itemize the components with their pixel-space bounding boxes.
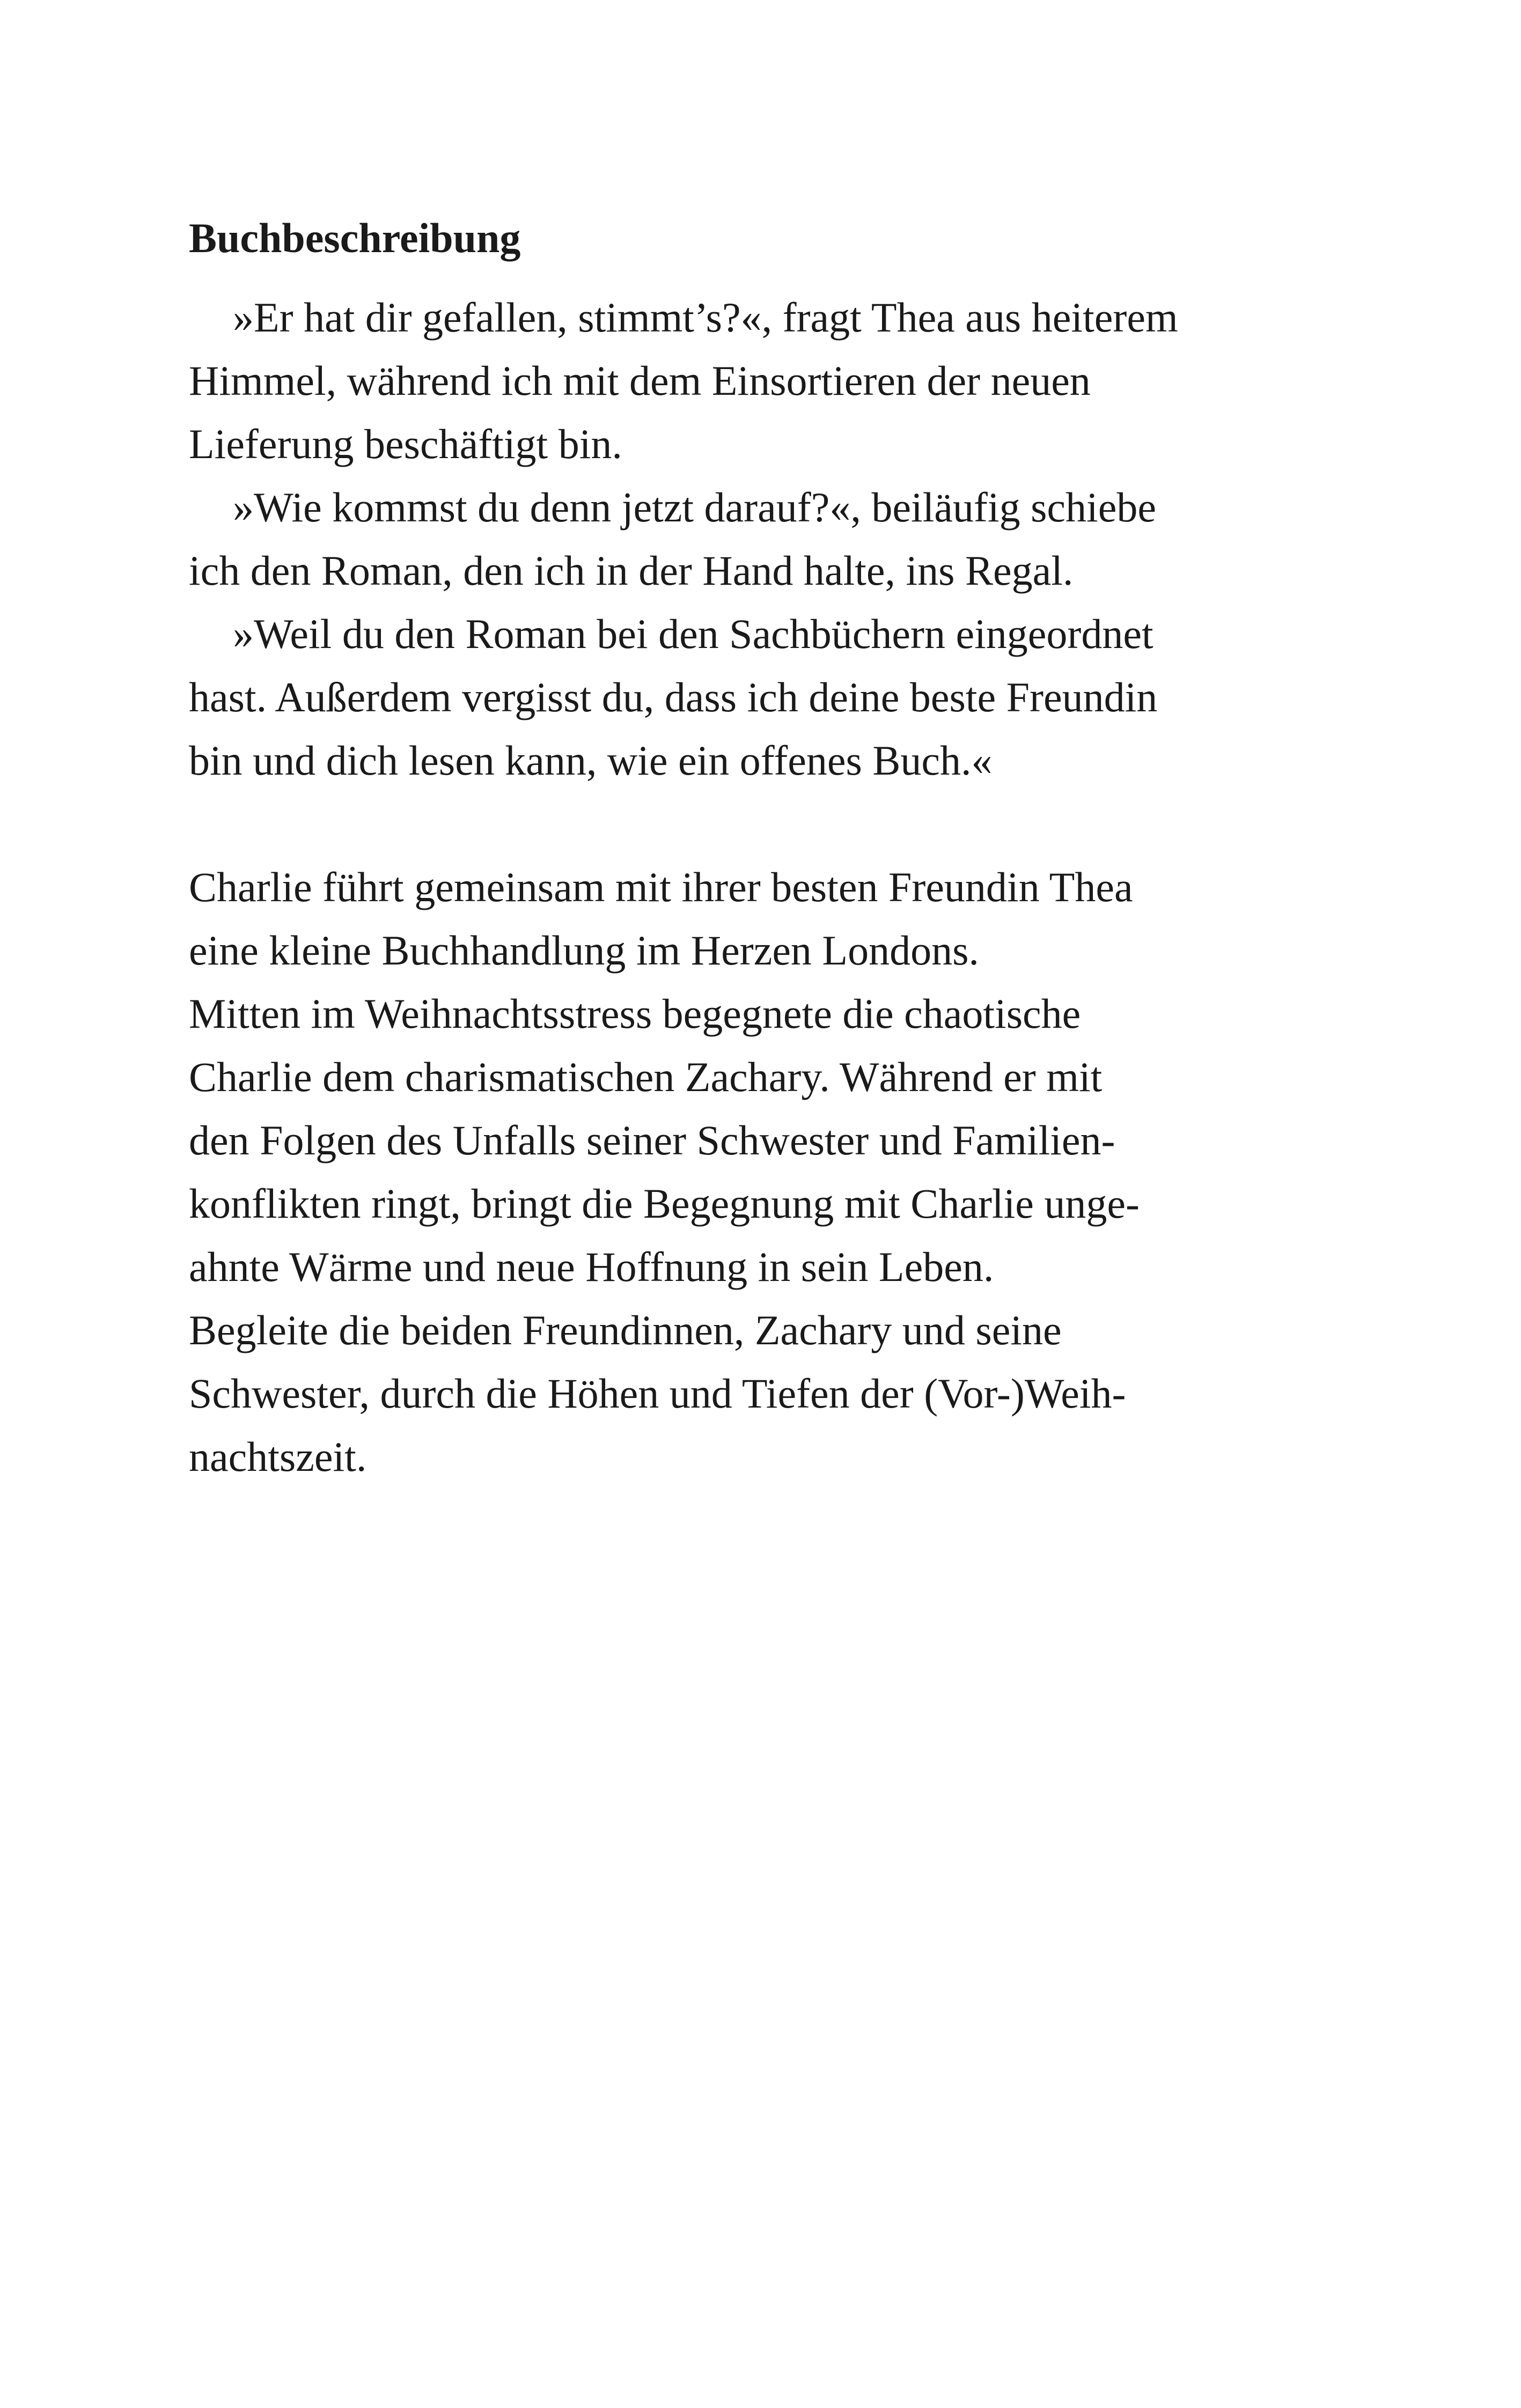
excerpt-line: »Wie kommst du denn jetzt darauf?«, beiläufig schiebe bbox=[233, 484, 1156, 531]
excerpt-line: hast. Außerdem vergisst du, dass ich deine beste Freundin bbox=[189, 674, 1158, 720]
description-line: nachtszeit. bbox=[189, 1433, 367, 1480]
section-heading: Buchbeschreibung bbox=[189, 215, 521, 261]
excerpt-paragraph bbox=[189, 286, 1342, 792]
excerpt-line: Lieferung beschäftigt bin. bbox=[189, 421, 622, 467]
description-line: Schwester, durch die Höhen und Tiefen der (Vor-)Weih- bbox=[189, 1370, 1126, 1417]
description-line: den Folgen des Unfalls seiner Schwester und Familien- bbox=[189, 1117, 1115, 1164]
description-line: konflikten ringt, bringt die Begegnung mit Charlie unge- bbox=[189, 1180, 1140, 1227]
excerpt-line: »Er hat dir gefallen, stimmt’s?«, fragt Thea aus heiterem bbox=[233, 294, 1178, 341]
description-line: ahnte Wärme und neue Hoffnung in sein Leben. bbox=[189, 1243, 994, 1290]
description-line: Mitten im Weihnachtsstress begegnete die chaotische bbox=[189, 990, 1081, 1037]
excerpt-line: bin und dich lesen kann, wie ein offenes Buch.« bbox=[189, 737, 993, 784]
paragraph-spacer bbox=[189, 792, 1342, 856]
description-paragraph bbox=[189, 856, 1342, 1489]
description-line: Charlie dem charismatischen Zachary. Während er mit bbox=[189, 1054, 1103, 1100]
description-line: Charlie führt gemeinsam mit ihrer besten Freundin Thea bbox=[189, 864, 1133, 910]
excerpt-line: ich den Roman, den ich in der Hand halte, ins Regal. bbox=[189, 547, 1074, 594]
description-line: Begleite die beiden Freundinnen, Zachary und seine bbox=[189, 1307, 1062, 1353]
description-line: eine kleine Buchhandlung im Herzen Londons. bbox=[189, 927, 979, 974]
excerpt-line: »Weil du den Roman bei den Sachbüchern eingeordnet bbox=[233, 610, 1153, 657]
book-description-section bbox=[189, 207, 1342, 1489]
excerpt-line: Himmel, während ich mit dem Einsortieren der neuen bbox=[189, 357, 1091, 404]
